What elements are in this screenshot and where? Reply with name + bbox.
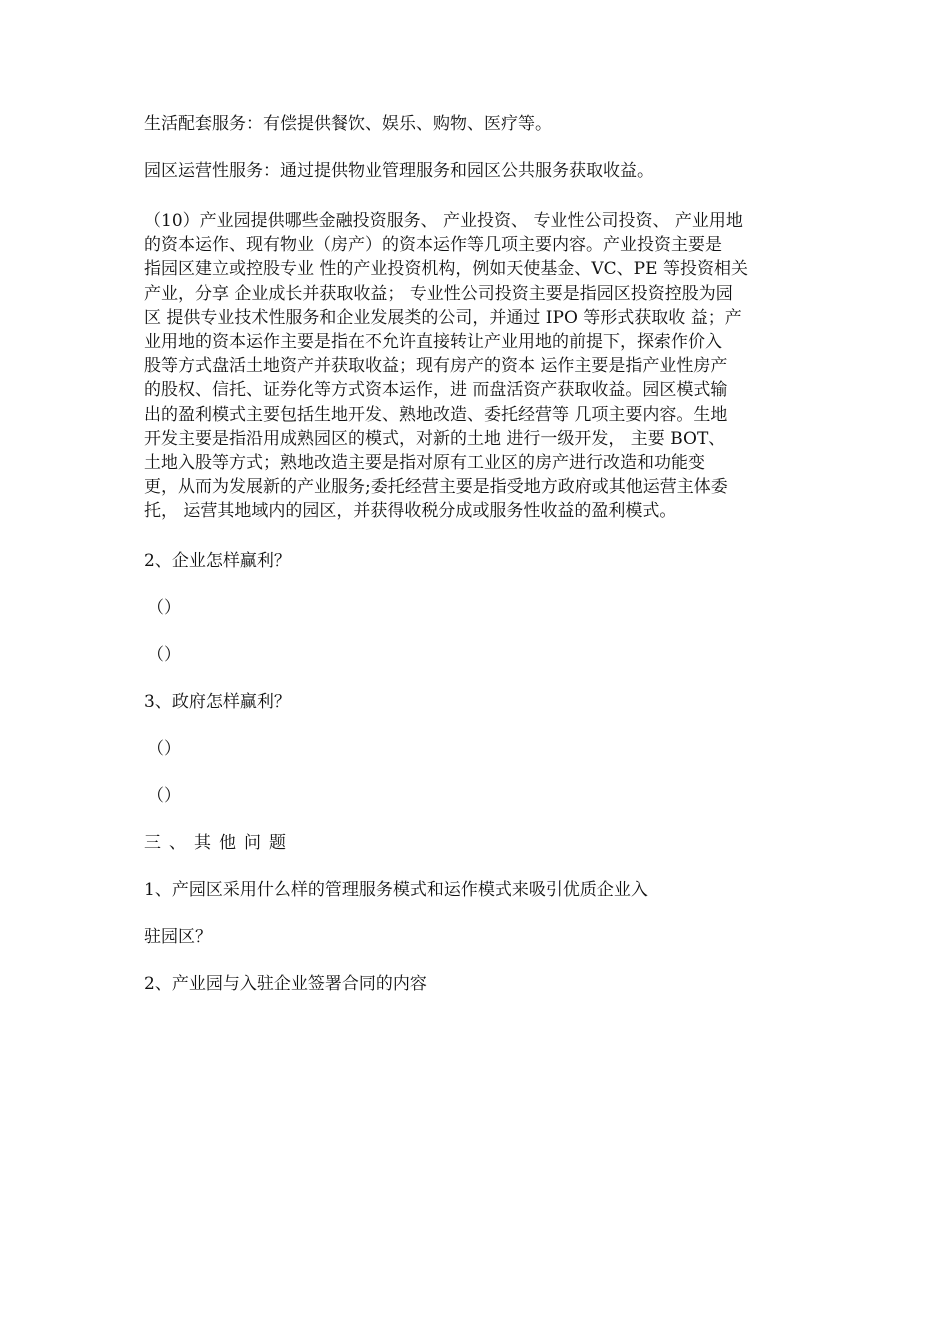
answer-placeholder: （） [147, 644, 181, 665]
paragraph-operating-services: 园区运营性服务：通过提供物业管理服务和园区公共服务获取收益。 [144, 161, 654, 181]
section-heading-other-questions: 三、其他问题 [144, 832, 294, 853]
answer-placeholder: （） [147, 785, 181, 806]
text-line: 更，从而为发展新的产业服务;委托经营主要是指受地方政府或其他运营主体委 [144, 477, 728, 498]
paragraph-financial-services [144, 209, 834, 524]
document-body [144, 112, 834, 1019]
text-line: 股等方式盘活土地资产并获取收益；现有房产的资本 运作主要是指产业性房产 [144, 356, 728, 377]
text-line: 出的盈利模式主要包括生地开发、熟地改造、委托经营等 几项主要内容。生地 [144, 404, 728, 425]
text-line: 区 提供专业技术性服务和企业发展类的公司，并通过 IPO 等形式获取收 益；产 [144, 307, 742, 328]
text-line: 土地入股等方式；熟地改造主要是指对原有工业区的房产进行改造和功能变 [144, 453, 705, 474]
text-line: 的股权、信托、证券化等方式资本运作，进 而盘活资产获取收益。园区模式输 [144, 380, 728, 401]
text-line: 的资本运作、现有物业（房产）的资本运作等几项主要内容。产业投资主要是 [144, 235, 722, 256]
question-contract-content: 2、产业园与入驻企业签署合同的内容 [144, 973, 427, 994]
answer-placeholder: （） [147, 738, 181, 759]
text-line: 指园区建立或控股专业 性的产业投资机构，例如天使基金、VC、PE 等投资相关 [144, 259, 748, 280]
question-enterprise-profit: 2、企业怎样赢利？ [144, 550, 291, 571]
text-line: 产业，分享 企业成长并获取收益； 专业性公司投资主要是指园区投资控股为园 [144, 283, 733, 304]
answer-placeholder: （） [147, 597, 181, 618]
text-line: 开发主要是指沿用成熟园区的模式，对新的土地 进行一级开发， 主要 BOT、 [144, 428, 726, 449]
paragraph-life-services: 生活配套服务：有偿提供餐饮、娱乐、购物、医疗等。 [144, 114, 552, 134]
text-line: 托， 运营其地域内的园区，并获得收税分成或服务性收益的盈利模式。 [144, 501, 677, 522]
text-line: 业用地的资本运作主要是指在不允许直接转让产业用地的前提下，探索作价入 [144, 332, 722, 353]
question-management-mode: 1、产园区采用什么样的管理服务模式和运作模式来吸引优质企业入 [144, 879, 648, 900]
text-line: （10）产业园提供哪些金融投资服务、 产业投资、 专业性公司投资、 产业用地 [144, 211, 743, 231]
question-management-mode-continued: 驻园区？ [144, 926, 212, 947]
question-government-profit: 3、政府怎样赢利？ [144, 691, 291, 712]
